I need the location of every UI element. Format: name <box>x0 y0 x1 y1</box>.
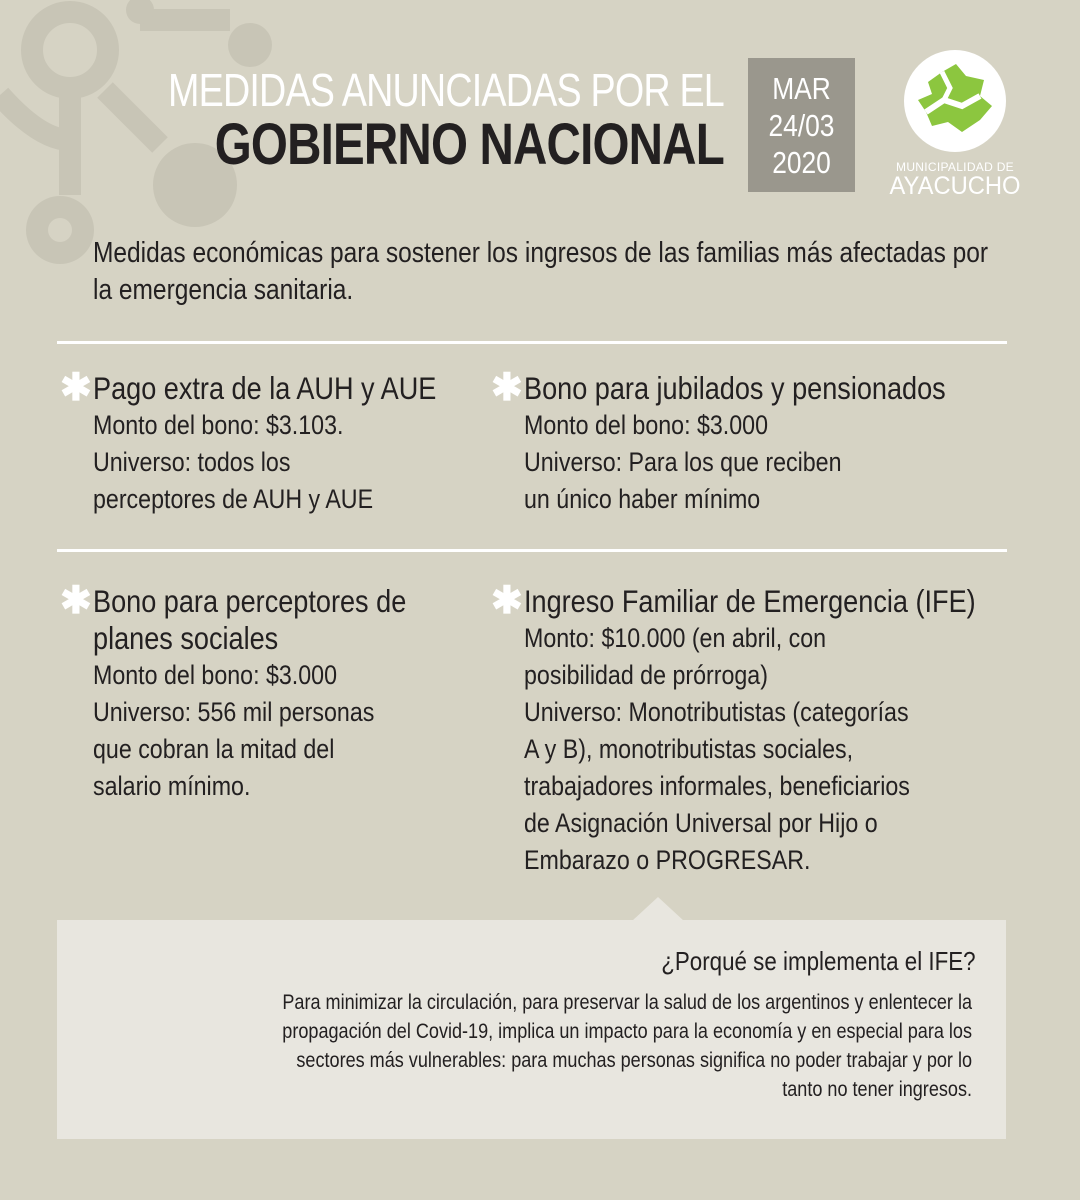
date-date: 24/03 <box>768 108 835 143</box>
map-shape-icon <box>904 50 1006 152</box>
logo-text-line1: MUNICIPALIDAD DE <box>896 160 1014 174</box>
measure-line: Universo: Para los que reciben <box>524 447 842 477</box>
measure-line: Universo: 556 mil personas <box>93 697 375 727</box>
measure-title: planes sociales <box>93 620 279 656</box>
logo-emblem <box>904 50 1006 152</box>
asterisk-icon: ✱ <box>60 367 92 409</box>
measure-line: que cobran la mitad del <box>93 734 335 764</box>
measure-line: Monto del bono: $3.000 <box>524 410 769 440</box>
measure-ife <box>491 580 1049 879</box>
measure-line: un único haber mínimo <box>524 484 761 514</box>
municipality-logo <box>880 50 1030 198</box>
title-line-1: MEDIDAS ANUNCIADAS POR EL <box>168 64 724 116</box>
measure-line: Monto del bono: $3.000 <box>93 660 338 690</box>
measure-line: salario mínimo. <box>93 771 251 801</box>
measure-planes-sociales <box>60 580 457 805</box>
logo-text-line2: AYACUCHO <box>889 172 1021 200</box>
measure-line: de Asignación Universal por Hijo o <box>524 808 878 838</box>
title-line-2: GOBIERNO NACIONAL <box>214 112 724 177</box>
measure-title: Pago extra de la AUH y AUE <box>93 370 437 406</box>
measure-line: posibilidad de prórroga) <box>524 660 768 690</box>
asterisk-icon: ✱ <box>491 580 523 622</box>
measure-title: Ingreso Familiar de Emergencia (IFE) <box>524 583 976 619</box>
intro-text: Medidas económicas para sostener los ingresos de las familias más afectadas por la emergencia sanitaria. <box>93 237 989 306</box>
info-text <box>112 988 972 1104</box>
info-line: sectores más vulnerables: para muchas personas significa no poder trabajar y por lo <box>296 1049 972 1072</box>
asterisk-icon: ✱ <box>60 580 92 622</box>
asterisk-icon: ✱ <box>491 367 523 409</box>
measure-line: Monto: $10.000 (en abril, con <box>524 623 827 653</box>
measure-line: Universo: todos los <box>93 447 291 477</box>
measure-line: Monto del bono: $3.103. <box>93 410 344 440</box>
info-line: propagación del Covid-19, implica un impacto para la economía y en especial para los <box>282 1020 972 1043</box>
date-badge <box>748 58 855 192</box>
info-question: ¿Porqué se implementa el IFE? <box>661 946 976 976</box>
measure-jubilados <box>491 367 1014 518</box>
measure-line: perceptores de AUH y AUE <box>93 484 374 514</box>
measure-line: Universo: Monotributistas (categorías <box>524 697 909 727</box>
measure-line: trabajadores informales, beneficiarios <box>524 771 910 801</box>
info-line: Para minimizar la circulación, para preservar la salud de los argentinos y enlentecer la <box>282 991 972 1014</box>
measure-title: Bono para jubilados y pensionados <box>524 370 946 406</box>
divider-middle <box>57 549 1007 552</box>
info-line: tanto no tener ingresos. <box>782 1078 972 1101</box>
measure-line: Embarazo o PROGRESAR. <box>524 845 811 875</box>
info-pointer <box>632 897 684 921</box>
date-day: MAR <box>772 71 831 106</box>
divider-top <box>57 341 1007 344</box>
measure-auh <box>60 367 492 518</box>
measure-line: A y B), monotributistas sociales, <box>524 734 854 764</box>
measure-title: Bono para perceptores de <box>93 583 407 619</box>
date-year: 2020 <box>772 145 831 180</box>
page-title <box>46 62 724 176</box>
